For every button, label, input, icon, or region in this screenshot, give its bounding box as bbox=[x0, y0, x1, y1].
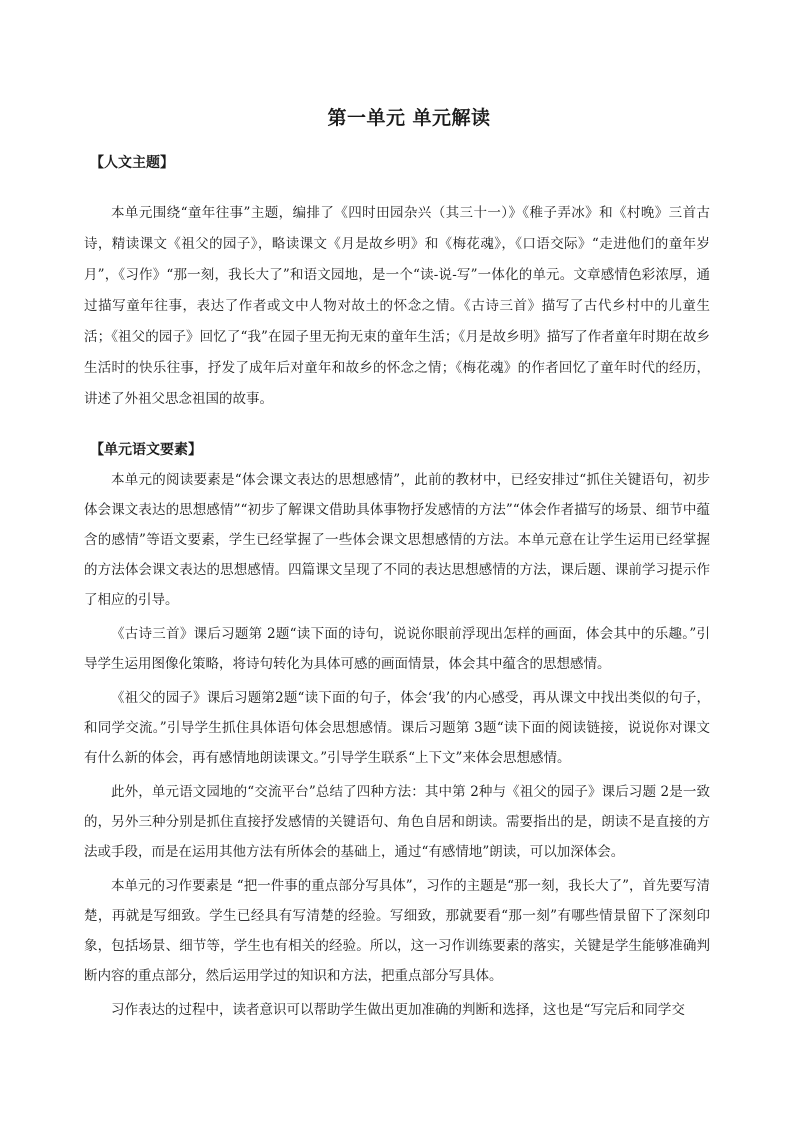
paragraph-reader-awareness: 习作表达的过程中，读者意识可以帮助学生做出更加准确的判断和选择，这也是“写完后和同学交 bbox=[111, 1002, 685, 1018]
page-title: 第一单元 单元解读 bbox=[327, 107, 491, 129]
paragraph-writing-element: 本单元的习作要素是 “把一件事的重点部分写具体”，习作的主题是“那一刻，我长大了”，首先要写清楚，再就是写细致。学生已经具有写清楚的经验。写细致，那就要看“那一刻”有哪些情景留下了深刻印象，包括场景、细节等，学生也有相关的经验。所以，这一习作训练要素的落实，关键是学生能够准确判断内容的重点部分，然后运用学过的知识和方法，把重点部分写具体。 bbox=[84, 878, 710, 984]
paragraph-reading-element: 本单元的阅读要素是“体会课文表达的思想感情”，此前的教材中，已经安排过“抓住关键语句，初步体会课文表达的思想感情”“初步了解课文借助具体事物抒发感情的方法”“体会作者描写的场景、细节中蕴含的感情”等语文要素，学生已经掌握了一些体会课文思想感情的方法。本单元意在让学生运用已经掌握的方法体会课文表达的思想感情。四篇课文呈现了不同的表达思想感情的方法，课后题、课前学习提示作了相应的引导。 bbox=[84, 472, 710, 608]
paragraph-exchange-platform: 此外，单元语文园地的“交流平台”总结了四种方法：其中第 2种与《祖父的园子》课后习题 2是一致的，另外三种分别是抓住直接抒发感情的关键语句、角色自居和朗读。需要指出的是，朗读不是直接的方法或手段，而是在运用其他方法有所体会的基础上，通过“有感情地”朗读，可以加深体会。 bbox=[84, 784, 710, 860]
section-heading-language-elements: 【单元语文要素】 bbox=[90, 442, 202, 458]
section-heading-humanistic-theme: 【人文主题】 bbox=[90, 155, 174, 171]
paragraph-ancient-poems: 《古诗三首》课后习题第 2题“读下面的诗句，说说你眼前浮现出怎样的画面，体会其中的乐趣。”引导学生运用图像化策略，将诗句转化为具体可感的画面情景，体会其中蕴含的思想感情。 bbox=[84, 626, 710, 672]
paragraph-grandfather-garden: 《祖父的园子》课后习题第2题“读下面的句子，体会‘我’的内心感受，再从课文中找出类似的句子，和同学交流。”引导学生抓住具体语句体会思想感情。课后习题第 3题“读下面的阅读链接，说说你对课文有什么新的体会，再有感情地朗读课文。”引导学生联系“上下文”来体会思想感情。 bbox=[84, 690, 710, 766]
paragraph-theme: 本单元围绕“童年往事”主题，编排了《四时田园杂兴（其三十一）》《稚子弄冰》和《村晚》三首古诗，精读课文《祖父的园子》，略读课文《月是故乡明》和《梅花魂》，《口语交际》“走进他们的童年岁月”，《习作》“那一刻，我长大了”和语文园地，是一个“读-说-写”一体化的单元。文章感情色彩浓厚，通过描写童年往事，表达了作者或文中人物对故土的怀念之情。《古诗三首》描写了古代乡村中的儿童生活；《祖父的园子》回忆了“我”在园子里无拘无束的童年生活；《月是故乡明》描写了作者童年时期在故乡生活时的快乐往事，抒发了成年后对童年和故乡的怀念之情；《梅花魂》的作者回忆了童年时代的经历，讲述了外祖父思念祖国的故事。 bbox=[84, 205, 710, 407]
